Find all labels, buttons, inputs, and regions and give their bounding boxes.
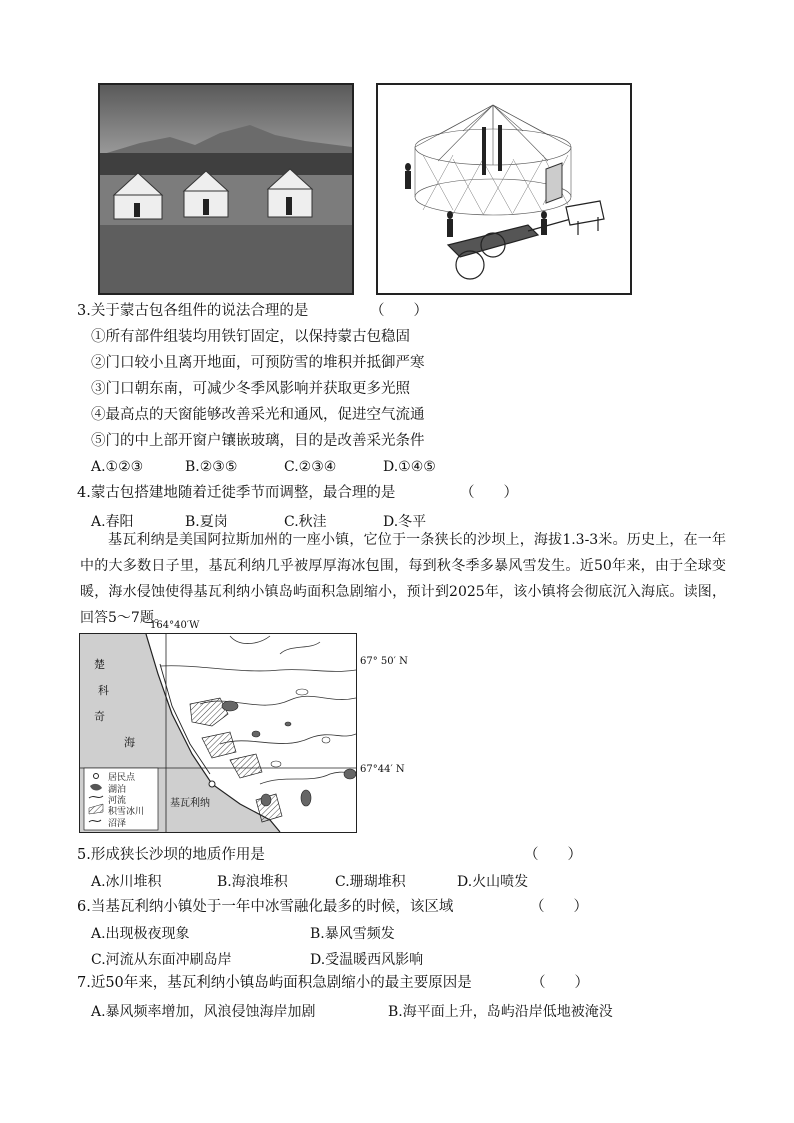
question-3-stem (77, 301, 308, 321)
option-b[interactable]: B.②③⑤ (185, 459, 238, 475)
option-c[interactable]: C.河流从东面冲刷岛岸 (91, 952, 232, 968)
option-b[interactable]: B.海浪堆积 (217, 874, 288, 890)
legend-glacier: 积雪冰川 (108, 807, 145, 817)
legend-lake: 湖泊 (108, 785, 127, 795)
option-a[interactable]: A.春阳 (91, 514, 134, 530)
statement-4: ④最高点的天窗能够改善采光和通风，促进空气流通 (91, 407, 425, 423)
question-3-text: 3.关于蒙古包各组件的说法合理的是 (77, 303, 309, 319)
option-b[interactable]: B.夏岗 (185, 514, 228, 530)
sea-label-3: 奇 (94, 710, 105, 723)
question-6-stem: 6.当基瓦利纳小镇处于一年中冰雪融化最多的时候，该区域 (77, 899, 454, 915)
option-c[interactable]: C.珊瑚堆积 (335, 874, 406, 890)
question-6-paren: （ ） (530, 899, 588, 915)
legend-river: 河流 (108, 796, 127, 806)
option-a[interactable]: A.冰川堆积 (91, 874, 162, 890)
option-a[interactable]: A.暴风频率增加，风浪侵蚀海岸加剧 (91, 1004, 316, 1020)
option-c[interactable]: C.②③④ (284, 459, 337, 475)
question-4-stem: 4.蒙古包搭建地随着迁徙季节而调整，最合理的是 (77, 485, 396, 501)
question-3-paren: （ ） (370, 303, 428, 319)
statement-5: ⑤门的中上部开窗户镶嵌玻璃，目的是改善采光条件 (91, 433, 425, 449)
sea-label-4: 海 (124, 736, 135, 749)
sea-label-2: 科 (98, 684, 109, 697)
option-d[interactable]: D.火山喷发 (457, 874, 529, 890)
option-b[interactable]: B.海平面上升，岛屿沿岸低地被淹没 (388, 1004, 613, 1020)
sea-label-1: 楚 (94, 658, 105, 671)
question-7-paren: （ ） (531, 975, 589, 991)
option-b[interactable]: B.暴风雪频发 (310, 926, 395, 942)
question-5-stem: 5.形成狭长沙坝的地质作用是 (77, 847, 265, 863)
town-label: 基瓦利纳 (170, 798, 210, 809)
reading-passage: 基瓦利纳是美国阿拉斯加州的一座小镇，它位于一条狭长的沙坝上，海拔1.3-3米。历史上，在一年中的大多数日子里，基瓦利纳几乎被厚厚海冰包围，每到秋冬季多暴风雪发生。近50年来，由于全球变暖，海水侵蚀使得基瓦利纳小镇岛屿面积急剧缩小，预计到2025年，该小镇将会彻底沉入海底。读图，回答5～7题。 (80, 532, 726, 626)
legend-swamp: 沼泽 (108, 819, 127, 829)
statement-2: ②门口较小且离开地面，可预防雪的堆积并抵御严寒 (91, 355, 425, 371)
option-a[interactable]: A.出现极夜现象 (91, 926, 190, 942)
option-c[interactable]: C.秋洼 (284, 514, 327, 530)
option-d[interactable]: D.受温暖西风影响 (310, 952, 424, 968)
longitude-label: 164°40′W (150, 620, 200, 631)
statement-1: ①所有部件组装均用铁钉固定，以保持蒙古包稳固 (91, 329, 410, 345)
option-a[interactable]: A.①②③ (91, 459, 144, 475)
option-d[interactable]: D.①④⑤ (383, 459, 436, 475)
yurt-structure-figure (376, 83, 632, 295)
statement-3: ③门口朝东南，可减少冬季风影响并获取更多光照 (91, 381, 410, 397)
option-d[interactable]: D.冬平 (383, 514, 427, 530)
question-5-paren: （ ） (524, 847, 582, 863)
latitude-top-label: 67° 50′ N (360, 656, 408, 667)
latitude-mid-label: 67°44′ N (360, 764, 405, 775)
legend-settlement: 居民点 (108, 773, 136, 783)
kivalina-map (79, 620, 408, 833)
question-7-stem: 7.近50年来，基瓦利纳小镇岛屿面积急剧缩小的最主要原因是 (77, 975, 472, 991)
yurt-photo (98, 83, 354, 295)
yurt-structure-drawing (378, 85, 630, 293)
yurt-photo-drawing (100, 85, 352, 293)
question-4-paren: （ ） (460, 485, 518, 501)
